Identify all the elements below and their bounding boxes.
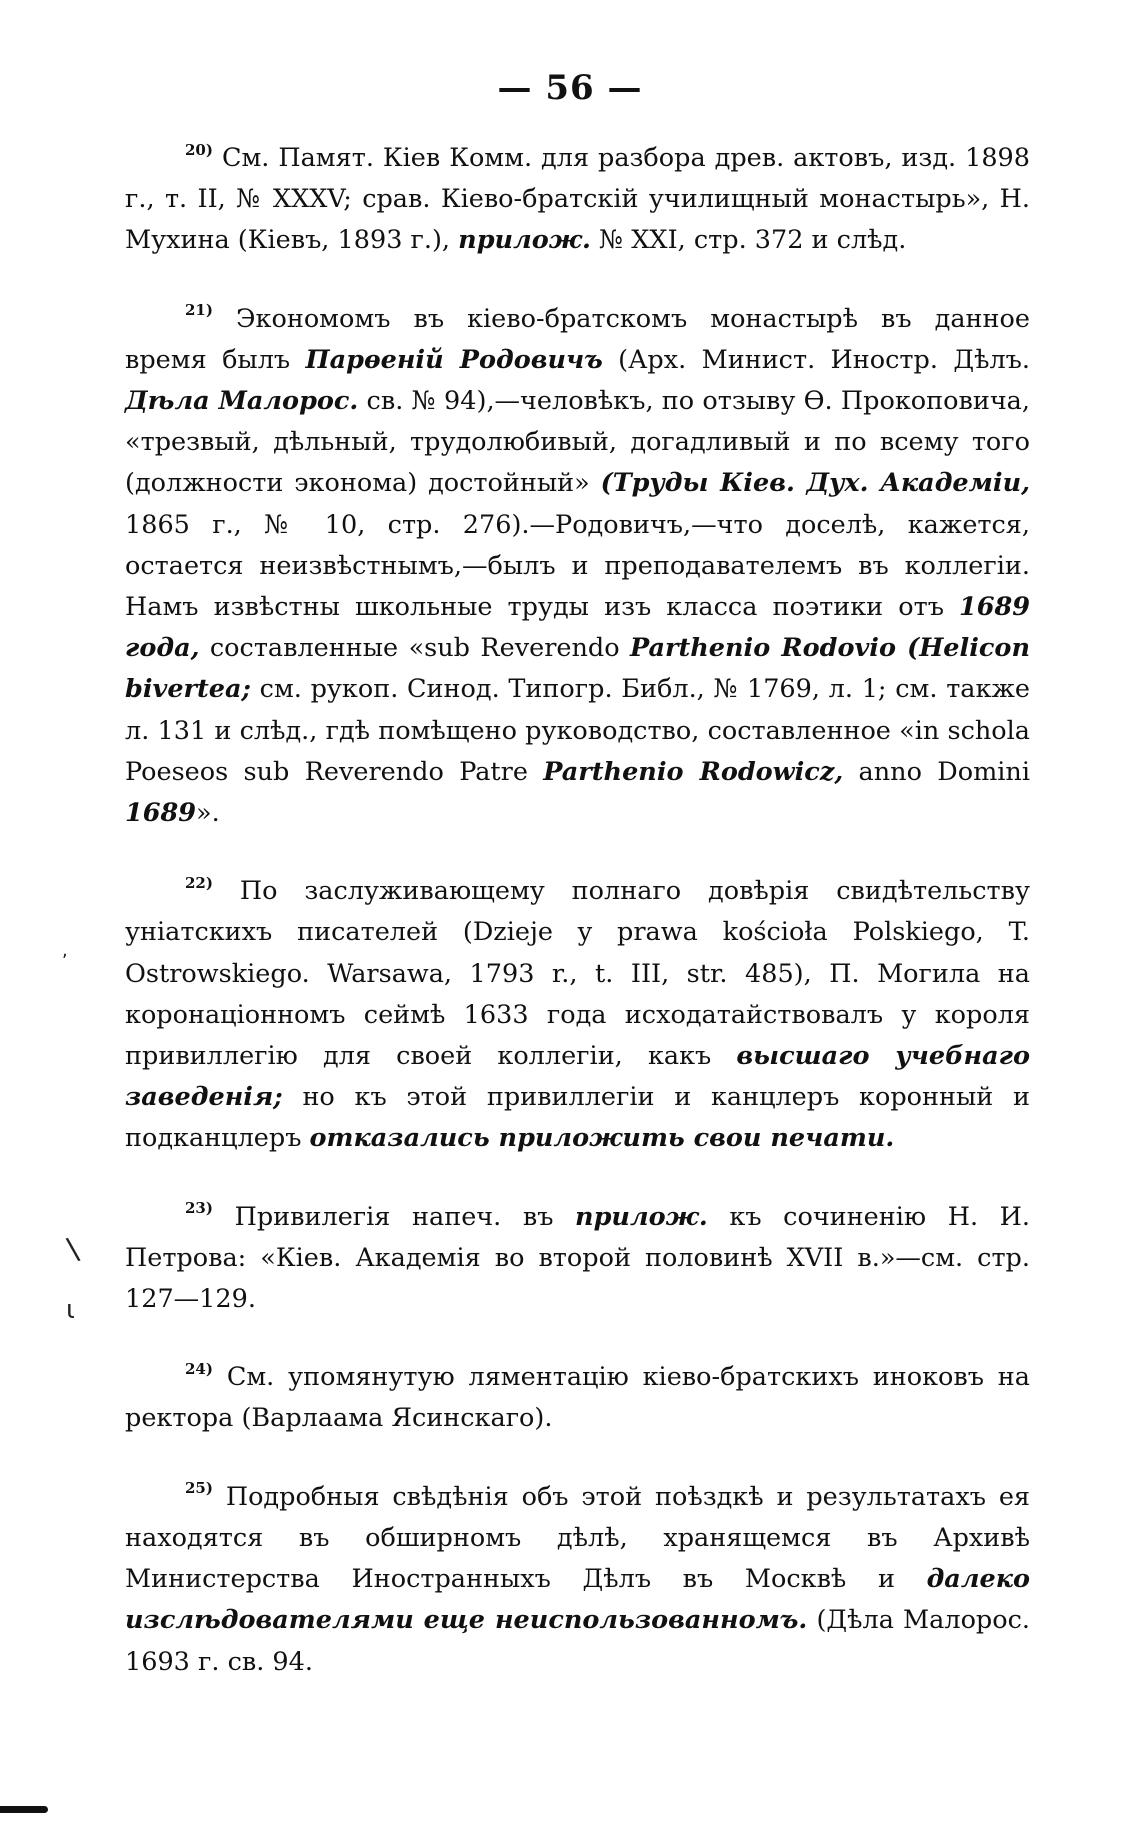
- footnote-text: къ сочиненію Н. И. Петрова: «Кіев. Академія во второй половинѣ XVII в.»—см. стр. 127—129.: [125, 1201, 1031, 1315]
- page-number: — 56 —: [497, 68, 643, 108]
- footnote-text: См. Памят. Кіев Комм. для разбора древ. актовъ, изд. 1898 г., т. II, № XXXV; срав. Кіево-братскій училищный монастырь», Н. Мухина (Кіевъ, 1893 г.),: [125, 143, 1030, 256]
- footnote-marker: 25): [185, 1479, 213, 1498]
- footnote-text: см. рукоп. Синод. Типогр. Библ., № 1769, л. 1; см. также л. 131 и слѣд., гдѣ помѣщено руководство, составленное «in schola Poeseos sub Reverendo Patre: [125, 674, 1030, 787]
- footnote-italic-text: 1689 года,: [125, 592, 1030, 664]
- footnote-text: составленные «sub Reverendo: [199, 633, 630, 664]
- footnote-italic-text: Парѳеній Родовичъ: [305, 344, 603, 375]
- footnote-italic-text: Parthenio Rodovio (Helicon bivertea;: [125, 633, 1030, 705]
- footnote: [125, 1477, 1030, 1683]
- footnote-text: св. № 94),—человѣкъ, по отзыву Ѳ. Прокоповича, «трезвый, дѣльный, трудолюбивый, догадливый и по всему того (должности эконома) достойный»: [125, 386, 1030, 499]
- footnote-marker: 23): [185, 1199, 213, 1218]
- footnote-text: (Арх. Минист. Иностр. Дѣлъ.: [602, 344, 1030, 375]
- footnote-marker: 20): [185, 140, 213, 159]
- footnote: [125, 1357, 1030, 1439]
- footnote-italic-text: Дѣла Малорос.: [125, 386, 359, 417]
- footnotes-section: [125, 138, 1030, 1720]
- footnote-text: № XXI, стр. 372 и слѣд.: [590, 225, 907, 256]
- footnote-italic-text: Parthenio Rodowicz,: [543, 756, 844, 787]
- footnote-text: anno Domini: [843, 756, 1030, 787]
- margin-pencil-mark: ,: [62, 940, 68, 961]
- margin-pencil-mark: ɩ: [66, 1295, 75, 1325]
- footnote-text: См. упомянутую ляментацію кіево-братскихъ иноковъ на ректора (Варлаама Ясинскаго).: [125, 1362, 1031, 1434]
- footnote-italic-text: далеко изслѣдователями еще неиспользованномъ.: [125, 1564, 1030, 1636]
- footnote: [125, 138, 1030, 262]
- footnote-text: Подробныя свѣдѣнія объ этой поѣздкѣ и результатахъ ея находятся въ обширномъ дѣлѣ, хранящемся въ Архивѣ Министерства Иностранныхъ Дѣлъ въ Москвѣ и: [125, 1481, 1030, 1595]
- footnote-text: Экономомъ въ кіево-братскомъ монастырѣ въ данное время былъ: [125, 303, 1030, 375]
- footnote-text: Привилегія напеч. въ: [234, 1201, 576, 1232]
- footnote-text: По заслуживающему полнаго довѣрія свидѣтельству уніатскихъ писателей (Dzieje y prawa kościoła Polskiego, T. Ostrowskiego. Warsawa, 1793 r., t. III, str. 485), П. Могила на коронаціонномъ сеймѣ 1633 года исходатайствовалъ у короля привиллегію для своей коллегіи, какъ: [125, 876, 1030, 1072]
- footnote-italic-text: отказались приложить свои печати.: [309, 1123, 895, 1154]
- footnote-text: но къ этой привиллегіи и канцлеръ коронный и подканцлеръ: [125, 1082, 1030, 1154]
- margin-pencil-mark: \: [64, 1231, 82, 1268]
- footnote: [125, 871, 1030, 1159]
- footnote-italic-text: прилож.: [458, 225, 591, 256]
- footnote-marker: 21): [185, 301, 213, 320]
- scan-edge-mark: [0, 1806, 48, 1813]
- footnote-marker: 22): [185, 873, 213, 892]
- footnote: [125, 1197, 1030, 1321]
- footnote-italic-text: 1689: [125, 798, 196, 829]
- footnote-marker: 24): [185, 1359, 213, 1378]
- footnote-italic-text: высшаго учебнаго заведенія;: [125, 1041, 1030, 1113]
- footnote-italic-text: прилож.: [575, 1201, 708, 1232]
- footnote: [125, 299, 1030, 835]
- footnote-italic-text: (Труды Кіев. Дух. Академіи,: [600, 468, 1031, 499]
- footnote-text: ».: [195, 798, 220, 829]
- footnote-text: (Дѣла Малорос. 1693 г. св. 94.: [125, 1605, 1030, 1677]
- footnote-text: 1865 г., № 10, стр. 276).—Родовичъ,—что доселѣ, кажется, остается неизвѣстнымъ,—былъ и преподавателемъ въ коллегіи. Намъ извѣстны школьные труды изъ класса поэтики отъ: [125, 509, 1030, 623]
